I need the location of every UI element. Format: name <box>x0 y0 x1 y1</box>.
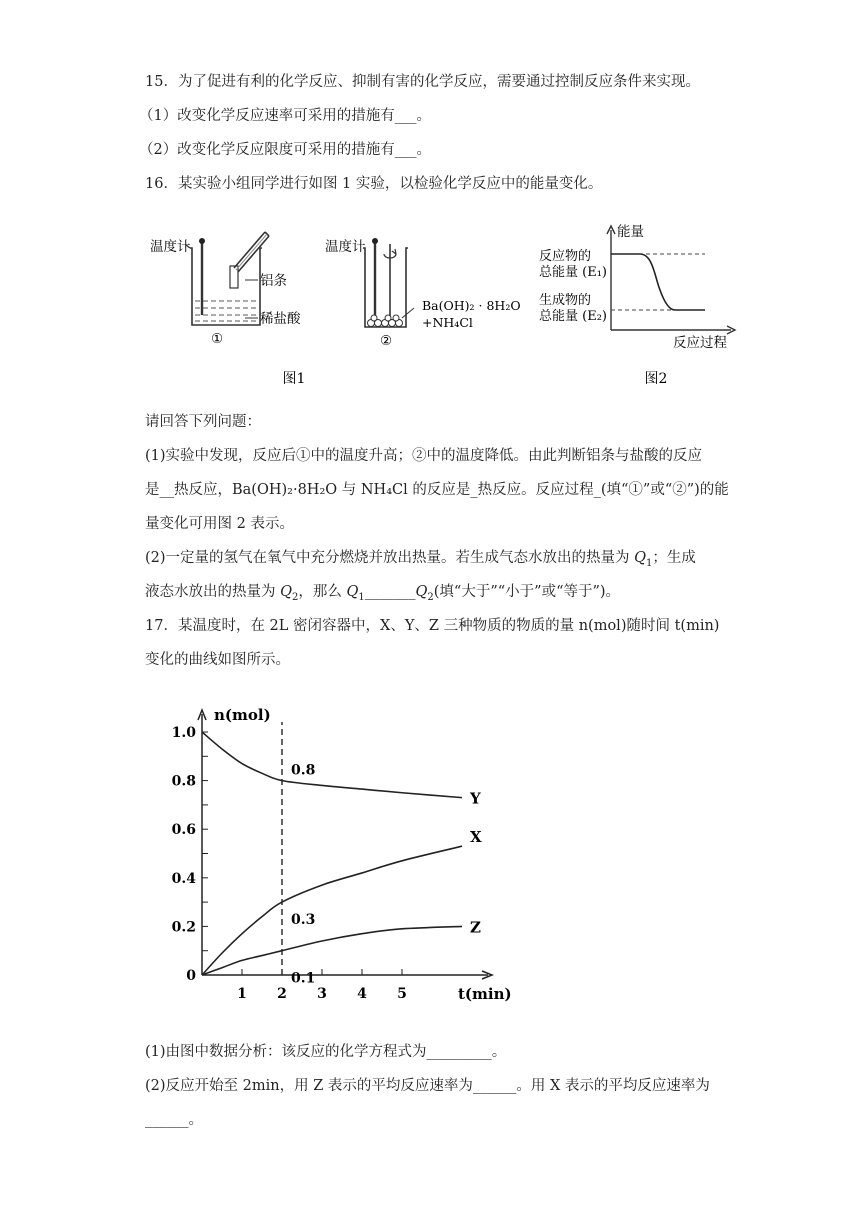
reagent-label-2: +NH₄Cl <box>422 315 473 330</box>
q16-answer2-line1 <box>145 548 696 574</box>
q2-variable: Q <box>280 584 292 600</box>
x-tick-label: 5 <box>397 986 407 1002</box>
x-tick-label: 4 <box>357 986 367 1002</box>
beaker-1 <box>186 232 269 325</box>
q16-answer1-line2: 是__热反应，Ba(OH)₂·8H₂O 与 NH₄Cl 的反应是_热反应。反应过程_(填“①”或“②”)的能 <box>145 482 729 498</box>
x-tick-label: 2 <box>277 986 287 1002</box>
x-tick-label: 1 <box>237 986 247 1002</box>
annotation-label: 0.8 <box>291 762 316 779</box>
y-tick-label: 0 <box>186 968 196 984</box>
figure-1 <box>140 218 540 393</box>
energy-curve <box>611 254 705 310</box>
beaker-2 <box>363 238 408 327</box>
y-tick-label: 0.4 <box>171 870 196 887</box>
figure-2 <box>535 218 745 393</box>
annotation-label: 0.1 <box>291 970 316 987</box>
aluminum-label: 铝条 <box>260 273 287 289</box>
series-x-line <box>202 846 462 975</box>
q17-answer2-line1: (2)反应开始至 2min，用 Z 表示的平均反应速率为______。用 X 表示的平均反应速率为 <box>145 1078 710 1094</box>
q17-stem-line2: 变化的曲线如图所示。 <box>145 652 290 668</box>
reagent-label-1: Ba(OH)₂ · 8H₂O <box>422 298 521 313</box>
q17-answer1: (1)由图中数据分析：该反应的化学方程式为_________。 <box>145 1044 507 1060</box>
q16-a2-text-c: 液态水放出的热量为 <box>145 584 281 600</box>
x-axis-title: t(min) <box>458 985 512 1003</box>
annotation-label: 0.3 <box>291 912 316 929</box>
thermometer-label-1: 温度计 <box>150 239 191 255</box>
reactant-label-2: 总能量 (E₁) <box>539 265 607 280</box>
series-y-line <box>202 732 462 798</box>
series-x-label: X <box>470 828 482 847</box>
q1-variable: Q <box>634 550 647 566</box>
q16-answer2-line2 <box>145 582 620 608</box>
figure-1-caption: 图1 <box>282 371 306 387</box>
q2-subscript: 2 <box>292 591 299 603</box>
q15-part2: （2）改变化学反应限度可采用的措施有___。 <box>139 142 431 158</box>
q16-stem: 16．某实验小组同学进行如图 1 实验，以检验化学反应中的能量变化。 <box>145 176 603 192</box>
y-tick-label: 0.2 <box>171 919 196 936</box>
product-label-2: 总能量 (E₂) <box>539 309 607 324</box>
q1-subscript: 1 <box>646 557 653 569</box>
acid-label: 稀盐酸 <box>260 311 301 327</box>
q1-variable-2: Q <box>346 584 359 600</box>
q17-stem-line1: 17．某温度时，在 2L 密闭容器中，X、Y、Z 三种物质的物质的量 n(mol)随时间 t(min) <box>145 618 720 634</box>
series-y-label: Y <box>470 789 481 808</box>
y-tick-label: 0.6 <box>171 822 196 839</box>
mark-2: ② <box>379 333 393 349</box>
product-label-1: 生成物的 <box>539 293 592 308</box>
q16-a2-text-d: ，那么 <box>298 584 347 600</box>
q17-answer2-line2: ______。 <box>145 1112 203 1128</box>
answer-blank: _______ <box>364 584 416 600</box>
mark-1: ① <box>210 331 224 347</box>
q16-a2-text-e: (填“大于”“小于”或“等于”)。 <box>433 584 621 600</box>
q1-subscript-2: 1 <box>358 591 365 603</box>
q15-stem: 15．为了促进有利的化学反应、抑制有害的化学反应，需要通过控制反应条件来实现。 <box>145 74 700 90</box>
q15-part1: （1）改变化学反应速率可采用的措施有___。 <box>139 108 431 124</box>
thermometer-label-2: 温度计 <box>325 239 366 255</box>
series-z-label: Z <box>470 918 481 937</box>
q2-subscript-2: 2 <box>427 591 434 603</box>
q16-a2-text-a: (2)一定量的氢气在氧气中充分燃烧并放出热量。若生成气态水放出的热量为 <box>145 550 635 566</box>
figure-2-caption: 图2 <box>644 371 668 387</box>
reactant-label-1: 反应物的 <box>539 249 592 264</box>
energy-axis-label: 能量 <box>617 224 644 240</box>
q16-answer1-line3: 量变化可用图 2 表示。 <box>145 516 294 532</box>
q2-variable-2: Q <box>415 584 428 600</box>
y-axis-title: n(mol) <box>214 706 271 724</box>
q16-answer1-line1: (1)实验中发现，反应后①中的温度升高；②中的温度降低。由此判断铝条与盐酸的反应 <box>145 448 703 464</box>
y-tick-label: 1.0 <box>171 725 196 741</box>
x-tick-label: 3 <box>317 986 327 1002</box>
q16-prompt: 请回答下列问题： <box>145 414 261 430</box>
mole-time-chart <box>160 700 520 1010</box>
q16-a2-text-b: ；生成 <box>652 550 696 566</box>
reaction-process-label: 反应过程 <box>673 335 727 351</box>
y-tick-label: 0.8 <box>171 773 196 790</box>
